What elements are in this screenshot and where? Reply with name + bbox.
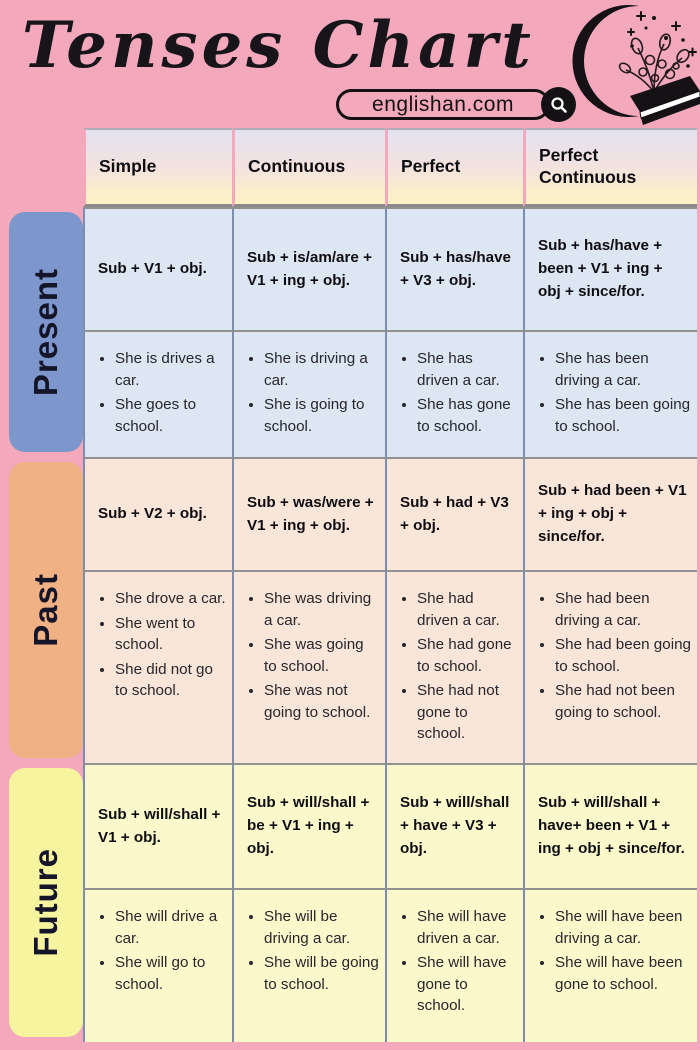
examples-future-simple: [83, 888, 232, 1042]
example-sentence: • She drove a car.: [115, 588, 226, 610]
formula-future-simple: Sub + will/shall + V1 + obj.: [83, 763, 232, 888]
example-sentence: • She will have been driving a car.: [555, 906, 691, 949]
formula-present-continuous: Sub + is/am/are + V1 + ing + obj.: [232, 207, 385, 330]
examples-past-simple: [83, 570, 232, 763]
formula-present-perfect: Sub + has/have + V3 + obj.: [385, 207, 523, 330]
column-header-continuous: Continuous: [232, 128, 385, 207]
example-sentence: • She had been going to school.: [555, 634, 691, 677]
example-sentence: • She was not going to school.: [264, 680, 379, 723]
example-sentence: • She was driving a car.: [264, 588, 379, 631]
example-sentence: • She will drive a car.: [115, 906, 226, 949]
example-sentence: • She was going to school.: [264, 634, 379, 677]
formula-future-continuous: Sub + will/shall + be + V1 + ing + obj.: [232, 763, 385, 888]
example-sentence: • She will be going to school.: [264, 952, 379, 995]
formula-future-perfect-continuous: Sub + will/shall + have+ been + V1 + ing + obj + since/for.: [523, 763, 697, 888]
crescent-moon-flowers-book-illustration: [542, 4, 700, 126]
examples-present-simple: [83, 330, 232, 457]
example-sentence: • She had driven a car.: [417, 588, 517, 631]
examples-present-perfect-continuous: [523, 330, 697, 457]
example-sentence: • She goes to school.: [115, 394, 226, 437]
formula-past-continuous: Sub + was/were + V1 + ing + obj.: [232, 457, 385, 570]
example-sentence: • She has gone to school.: [417, 394, 517, 437]
example-sentence: • She had been driving a car.: [555, 588, 691, 631]
row-label-future: [9, 768, 83, 1037]
formula-present-perfect-continuous: Sub + has/have + been + V1 + ing + obj + since/for.: [523, 207, 697, 330]
example-sentence: • She had gone to school.: [417, 634, 517, 677]
examples-future-perfect-continuous: [523, 888, 697, 1042]
examples-present-continuous: [232, 330, 385, 457]
example-sentence: • She has been driving a car.: [555, 348, 691, 391]
formula-past-perfect: Sub + had + V3 + obj.: [385, 457, 523, 570]
example-sentence: • She is going to school.: [264, 394, 379, 437]
example-sentence: • She is driving a car.: [264, 348, 379, 391]
row-label-future-text: Future: [27, 848, 64, 957]
example-sentence: • She will be driving a car.: [264, 906, 379, 949]
example-sentence: • She will have been gone to school.: [555, 952, 691, 995]
formula-future-perfect: Sub + will/shall + have + V3 + obj.: [385, 763, 523, 888]
examples-present-perfect: [385, 330, 523, 457]
column-header-simple: Simple: [83, 128, 232, 207]
row-label-past-text: Past: [27, 573, 64, 647]
row-label-present-text: Present: [27, 267, 64, 397]
example-sentence: • She did not go to school.: [115, 659, 226, 702]
formula-past-simple: Sub + V2 + obj.: [83, 457, 232, 570]
example-sentence: • She has driven a car.: [417, 348, 517, 391]
examples-past-perfect: [385, 570, 523, 763]
example-sentence: • She has been going to school.: [555, 394, 691, 437]
page-title: Tenses Chart: [22, 8, 535, 83]
example-sentence: • She went to school.: [115, 613, 226, 656]
examples-future-continuous: [232, 888, 385, 1042]
example-sentence: • She will have gone to school.: [417, 952, 517, 1017]
example-sentence: • She will go to school.: [115, 952, 226, 995]
table-corner-spacer: [0, 128, 83, 207]
examples-past-perfect-continuous: [523, 570, 697, 763]
site-badge[interactable]: [336, 89, 550, 120]
column-header-perfect: Perfect: [385, 128, 523, 207]
row-label-present: [9, 212, 83, 452]
example-sentence: • She had not been going to school.: [555, 680, 691, 723]
example-sentence: • She is drives a car.: [115, 348, 226, 391]
example-sentence: • She will have driven a car.: [417, 906, 517, 949]
row-label-past: [9, 462, 83, 758]
site-badge-label: englishan.com: [372, 92, 514, 116]
example-sentence: • She had not gone to school.: [417, 680, 517, 745]
examples-future-perfect: [385, 888, 523, 1042]
tenses-table: [0, 128, 697, 1042]
formula-past-perfect-continuous: Sub + had been + V1 + ing + obj + since/for.: [523, 457, 697, 570]
examples-past-continuous: [232, 570, 385, 763]
column-header-perfect-continuous: Perfect Continuous: [523, 128, 697, 207]
formula-present-simple: Sub + V1 + obj.: [83, 207, 232, 330]
